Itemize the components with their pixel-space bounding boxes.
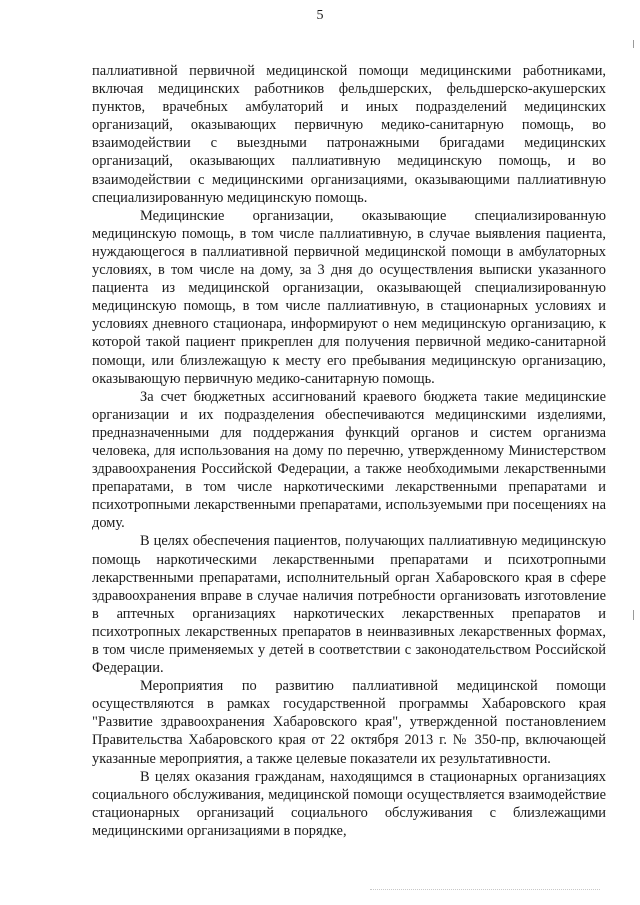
paragraph-specialized-care: Медицинские организации, оказывающие специализированную медицинскую помощь, в том числе паллиативную, в случае выявления пациента, нуждающегося в паллиативной первичной медицинской помощи в амбулаторных условиях, в том числе на дому, за 3 дня до осуществления выписки указанного пациента из медицинской организации, оказывающей специализированную медицинскую помощь, в том числе паллиативную, в стационарных условиях и условиях дневного стационара, информируют о нем медицинскую организацию, к которой такой пациент прикреплен для получения первичной медико-санитарной помощи, или близлежащую к месту его пребывания медицинскую организацию, оказывающую первичную медико-санитарную помощь.	[92, 207, 606, 387]
paragraph-continuation: паллиативной первичной медицинской помощи медицинскими работниками, включая медицинских работников фельдшерских, фельдшерско-акушерских пунктов, врачебных амбулаторий и иных подразделений медицинских организаций, оказывающих первичную медико-санитарную помощь, во взаимодействии с выездными патронажными бригадами медицинских организаций, оказывающих паллиативную медицинскую помощь, и во взаимодействии с медицинскими организациями, оказывающими паллиативную специализированную медицинскую помощь.	[92, 63, 606, 206]
scan-edge-mark-middle	[633, 610, 634, 620]
scan-edge-mark-top	[633, 40, 634, 48]
page-number: 5	[316, 8, 324, 23]
scan-bottom-artifact	[370, 889, 600, 891]
paragraph-narcotic-drugs: В целях обеспечения пациентов, получающих паллиативную медицинскую помощь наркотическими лекарственными препаратами и психотропными лекарственными препаратами, исполнительный орган Хабаровского края в сфере здравоохранения вправе в случае наличия потребности организовать изготовление в аптечных организациях наркотических лекарственных препаратов и психотропных лекарственных препаратов в неинвазивных лекарственных формах, в том числе применяемых у детей в соответствии с законодательством Российской Федерации.	[92, 533, 606, 677]
paragraph-social-services: В целях оказания гражданам, находящимся в стационарных организациях социального обслуживания, медицинской помощи осуществляется взаимодействие стационарных организаций социального обслуживания с близлежащими медицинскими организациями в порядке,	[92, 768, 606, 839]
paragraph-budget-funding: За счет бюджетных ассигнований краевого бюджета такие медицинские организации и их подразделения обеспечиваются медицинскими изделиями, предназначенными для поддержания функций органов и систем организма человека, для использования на дому по перечню, утвержденному Министерством здравоохранения Российской Федерации, а также необходимыми лекарственными препаратами, в том числе наркотическими лекарственными препаратами и психотропными лекарственными препаратами, используемыми при посещениях на дому.	[92, 388, 606, 532]
document-body	[92, 62, 606, 840]
paragraph-state-program: Мероприятия по развитию паллиативной медицинской помощи осуществляются в рамках государственной программы Хабаровского края "Развитие здравоохранения Хабаровского края", утвержденной постановлением Правительства Хабаровского края от 22 октября 2013 г. № 350-пр, включающей указанные мероприятия, а также целевые показатели их результативности.	[92, 678, 606, 767]
